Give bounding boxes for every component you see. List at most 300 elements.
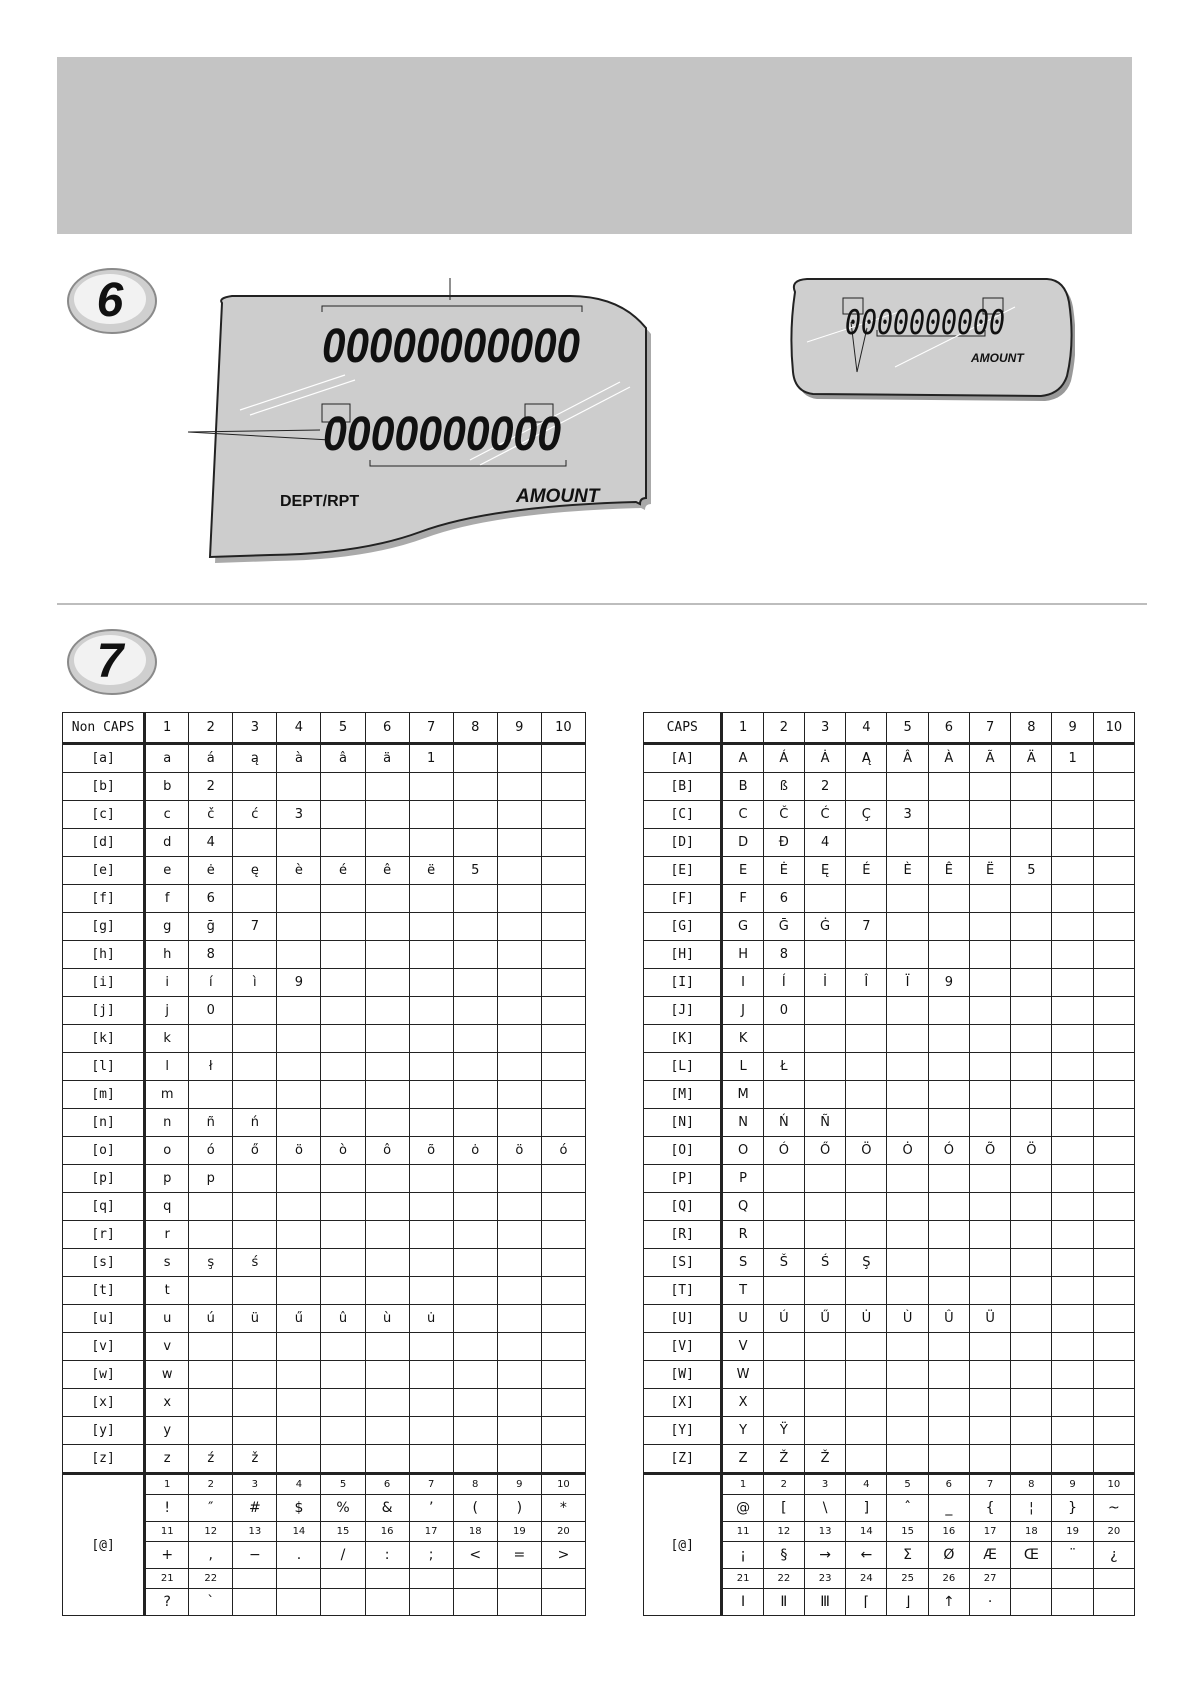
symbol-cell: ⌋ [887, 1589, 928, 1616]
column-header: 10 [541, 713, 585, 744]
symbol-index-cell: 14 [277, 1522, 321, 1542]
character-cell [541, 941, 585, 969]
column-header: 8 [1011, 713, 1052, 744]
character-cell: ö [497, 1137, 541, 1165]
character-cell [846, 885, 887, 913]
row-key-label: [I] [644, 969, 722, 997]
character-cell [541, 1221, 585, 1249]
character-cell [365, 1109, 409, 1137]
row-key-label: [R] [644, 1221, 722, 1249]
character-cell [189, 1081, 233, 1109]
character-cell [887, 1361, 928, 1389]
character-cell: Ł [763, 1053, 804, 1081]
character-cell [846, 1389, 887, 1417]
character-cell [1052, 1221, 1093, 1249]
header-banner [57, 57, 1132, 234]
character-cell [277, 1165, 321, 1193]
character-cell: Z [722, 1445, 763, 1474]
character-cell [189, 1221, 233, 1249]
table-row [644, 1445, 1135, 1474]
character-cell [277, 913, 321, 941]
step-6-number: 6 [96, 274, 124, 327]
character-cell: 0 [763, 997, 804, 1025]
character-cell [969, 1417, 1010, 1445]
row-key-label: [o] [63, 1137, 145, 1165]
symbol-index-cell: 12 [763, 1522, 804, 1542]
character-cell: Ë [969, 857, 1010, 885]
character-cell: ž [233, 1445, 277, 1474]
character-cell [928, 1445, 969, 1474]
character-cell: c [145, 801, 189, 829]
row-key-label: [G] [644, 913, 722, 941]
row-key-label: [V] [644, 1333, 722, 1361]
character-cell [321, 1445, 365, 1474]
character-cell [969, 1333, 1010, 1361]
row-key-label: [X] [644, 1389, 722, 1417]
character-cell [1093, 1025, 1134, 1053]
character-cell: ü [233, 1305, 277, 1333]
symbol-cell: * [541, 1495, 585, 1522]
character-cell [1011, 1221, 1052, 1249]
step-7-badge [66, 627, 158, 697]
character-cell [497, 941, 541, 969]
table-corner-label: Non CAPS [63, 713, 145, 744]
row-key-label: [e] [63, 857, 145, 885]
character-cell [846, 829, 887, 857]
character-cell [1093, 1221, 1134, 1249]
character-cell: ş [189, 1249, 233, 1277]
character-cell [497, 1025, 541, 1053]
table-row [63, 1221, 586, 1249]
character-cell [189, 1361, 233, 1389]
row-key-label: [b] [63, 773, 145, 801]
character-cell: 0 [189, 997, 233, 1025]
small-digit-row: 0000000000 [845, 303, 1005, 343]
row-key-label: [y] [63, 1417, 145, 1445]
symbol-index-cell [277, 1569, 321, 1589]
character-cell [453, 941, 497, 969]
row-key-label: [W] [644, 1361, 722, 1389]
character-cell [277, 1053, 321, 1081]
symbol-index-cell: 5 [887, 1474, 928, 1495]
symbol-index-cell: 6 [928, 1474, 969, 1495]
symbol-index-cell: 18 [453, 1522, 497, 1542]
character-cell [1093, 1333, 1134, 1361]
character-cell [1052, 801, 1093, 829]
large-display-diagram [170, 270, 660, 575]
character-cell [541, 997, 585, 1025]
character-cell [321, 1193, 365, 1221]
column-header: 4 [277, 713, 321, 744]
character-cell: 6 [189, 885, 233, 913]
table-row [63, 1053, 586, 1081]
table-row [644, 969, 1135, 997]
row-key-label: [l] [63, 1053, 145, 1081]
character-cell: í [189, 969, 233, 997]
row-key-label: [d] [63, 829, 145, 857]
character-cell: ß [763, 773, 804, 801]
character-cell [1052, 1165, 1093, 1193]
character-cell [497, 1417, 541, 1445]
character-cell [277, 773, 321, 801]
character-cell [277, 1109, 321, 1137]
character-cell: ȯ [453, 1137, 497, 1165]
character-cell [365, 801, 409, 829]
character-cell [1052, 997, 1093, 1025]
section-divider [57, 603, 1147, 605]
character-cell [1093, 1165, 1134, 1193]
character-cell [277, 1081, 321, 1109]
character-cell: Ù [887, 1305, 928, 1333]
character-cell [453, 744, 497, 773]
character-cell: ű [277, 1305, 321, 1333]
character-cell: È [887, 857, 928, 885]
symbol-cell [1093, 1589, 1134, 1616]
row-key-label: [Y] [644, 1417, 722, 1445]
character-cell [887, 1193, 928, 1221]
character-cell [453, 1081, 497, 1109]
table-row [63, 1025, 586, 1053]
character-cell [497, 1277, 541, 1305]
table-row [644, 801, 1135, 829]
character-cell [541, 1333, 585, 1361]
symbol-cell: ` [189, 1589, 233, 1616]
character-cell [1011, 1277, 1052, 1305]
character-cell: V [722, 1333, 763, 1361]
character-cell [1093, 744, 1134, 773]
character-cell [321, 1361, 365, 1389]
character-cell: 4 [804, 829, 845, 857]
character-cell: Ÿ [763, 1417, 804, 1445]
character-cell: F [722, 885, 763, 913]
symbol-cell: ! [145, 1495, 189, 1522]
character-cell: U [722, 1305, 763, 1333]
small-amount-label: AMOUNT [971, 351, 1024, 365]
character-cell [1052, 1333, 1093, 1361]
caps-character-table [643, 712, 1135, 1616]
character-cell [969, 1193, 1010, 1221]
character-cell: à [277, 744, 321, 773]
character-cell [497, 997, 541, 1025]
character-cell [1052, 1361, 1093, 1389]
character-cell: Ȯ [887, 1137, 928, 1165]
character-cell [233, 1025, 277, 1053]
character-cell [1052, 969, 1093, 997]
table-corner-label: CAPS [644, 713, 722, 744]
symbol-index-cell: 27 [969, 1569, 1010, 1589]
character-cell: û [321, 1305, 365, 1333]
character-cell [1093, 1193, 1134, 1221]
table-row [63, 969, 586, 997]
character-cell: p [145, 1165, 189, 1193]
character-cell: d [145, 829, 189, 857]
character-cell [928, 997, 969, 1025]
character-cell [277, 997, 321, 1025]
symbol-cell: Ⅲ [804, 1589, 845, 1616]
character-cell [846, 1361, 887, 1389]
row-key-label: [S] [644, 1249, 722, 1277]
character-cell [365, 1221, 409, 1249]
character-cell [365, 1361, 409, 1389]
character-cell: 3 [887, 801, 928, 829]
character-cell [497, 744, 541, 773]
character-cell [365, 885, 409, 913]
character-cell [804, 1277, 845, 1305]
row-key-label: [U] [644, 1305, 722, 1333]
character-cell [928, 885, 969, 913]
table-row [63, 1249, 586, 1277]
row-key-label: [P] [644, 1165, 722, 1193]
symbol-cell: % [321, 1495, 365, 1522]
character-cell [497, 1221, 541, 1249]
row-key-label: [f] [63, 885, 145, 913]
character-cell: ì [233, 969, 277, 997]
row-key-label: [g] [63, 913, 145, 941]
character-cell [453, 1305, 497, 1333]
table-row [644, 1193, 1135, 1221]
table-row [644, 1025, 1135, 1053]
noncaps-character-table [62, 712, 586, 1616]
character-cell [928, 829, 969, 857]
character-cell [321, 1389, 365, 1417]
character-cell: ò [321, 1137, 365, 1165]
character-cell [541, 801, 585, 829]
character-cell [497, 1333, 541, 1361]
character-cell: Ž [763, 1445, 804, 1474]
table-row [644, 941, 1135, 969]
character-cell [1052, 941, 1093, 969]
character-cell [453, 1193, 497, 1221]
character-cell [846, 1165, 887, 1193]
character-cell: Ê [928, 857, 969, 885]
character-cell [497, 1305, 541, 1333]
character-cell [277, 1249, 321, 1277]
character-cell: N [722, 1109, 763, 1137]
table-row [644, 1277, 1135, 1305]
character-cell [453, 1053, 497, 1081]
character-cell [409, 1417, 453, 1445]
character-cell [233, 1389, 277, 1417]
symbol-index-cell: 6 [365, 1474, 409, 1495]
character-cell: İ [804, 969, 845, 997]
character-cell [453, 1445, 497, 1474]
symbol-index-cell: 17 [409, 1522, 453, 1542]
character-cell [541, 969, 585, 997]
table-row [63, 1165, 586, 1193]
character-cell [887, 1165, 928, 1193]
character-cell [763, 1193, 804, 1221]
column-header: 9 [497, 713, 541, 744]
character-cell: Ḡ [763, 913, 804, 941]
character-cell: v [145, 1333, 189, 1361]
character-cell [969, 1221, 1010, 1249]
character-cell: l [145, 1053, 189, 1081]
character-cell: Ć [804, 801, 845, 829]
character-cell: U̇ [846, 1305, 887, 1333]
character-cell: I [722, 969, 763, 997]
character-cell [969, 969, 1010, 997]
character-cell: s [145, 1249, 189, 1277]
character-cell: 2 [189, 773, 233, 801]
character-cell: Î [846, 969, 887, 997]
character-cell: 7 [233, 913, 277, 941]
character-cell [409, 1221, 453, 1249]
character-cell [409, 1333, 453, 1361]
symbol-index-cell: 17 [969, 1522, 1010, 1542]
character-cell [409, 1165, 453, 1193]
column-header: 1 [722, 713, 763, 744]
character-cell [497, 1193, 541, 1221]
character-cell: Í [763, 969, 804, 997]
character-cell [277, 1193, 321, 1221]
character-cell [541, 1417, 585, 1445]
small-display-diagram [785, 272, 1075, 414]
symbol-cell: < [453, 1542, 497, 1569]
character-cell [969, 997, 1010, 1025]
row-key-label: [r] [63, 1221, 145, 1249]
character-cell [1052, 885, 1093, 913]
character-cell [277, 1361, 321, 1389]
row-key-label: [z] [63, 1445, 145, 1474]
row-key-label: [s] [63, 1249, 145, 1277]
character-cell: á [189, 744, 233, 773]
character-cell [541, 1249, 585, 1277]
character-cell [233, 1221, 277, 1249]
character-cell [541, 1305, 585, 1333]
symbol-cell: > [541, 1542, 585, 1569]
character-cell [969, 1025, 1010, 1053]
character-cell [453, 1221, 497, 1249]
character-cell [365, 1277, 409, 1305]
column-header: 2 [189, 713, 233, 744]
character-cell: č [189, 801, 233, 829]
character-cell: E [722, 857, 763, 885]
symbol-key-label: [@] [644, 1474, 722, 1616]
character-cell [1011, 1249, 1052, 1277]
character-cell [453, 1277, 497, 1305]
character-cell [804, 1053, 845, 1081]
character-cell [1011, 773, 1052, 801]
symbol-index-cell: 1 [722, 1474, 763, 1495]
row-key-label: [C] [644, 801, 722, 829]
column-header: 5 [887, 713, 928, 744]
character-cell: f [145, 885, 189, 913]
character-cell: Ü [969, 1305, 1010, 1333]
character-cell [1011, 1333, 1052, 1361]
character-cell [846, 1277, 887, 1305]
character-cell [541, 1081, 585, 1109]
character-cell [1052, 1081, 1093, 1109]
character-cell [1011, 1417, 1052, 1445]
character-cell [277, 1333, 321, 1361]
character-cell [453, 1109, 497, 1137]
table-row [644, 773, 1135, 801]
character-cell: ą [233, 744, 277, 773]
character-cell [928, 1053, 969, 1081]
character-cell [1093, 969, 1134, 997]
character-cell: x [145, 1389, 189, 1417]
character-cell [969, 1361, 1010, 1389]
character-cell: 9 [277, 969, 321, 997]
character-cell [846, 1193, 887, 1221]
character-cell: ő [233, 1137, 277, 1165]
character-cell [365, 997, 409, 1025]
character-cell [409, 1277, 453, 1305]
column-header: 5 [321, 713, 365, 744]
amount-label: AMOUNT [516, 486, 600, 507]
symbol-cell: & [365, 1495, 409, 1522]
character-cell: i [145, 969, 189, 997]
character-cell [969, 1109, 1010, 1137]
character-cell [969, 1445, 1010, 1474]
character-cell: 5 [453, 857, 497, 885]
symbol-cell [1052, 1589, 1093, 1616]
character-cell [453, 969, 497, 997]
character-cell [541, 1277, 585, 1305]
character-cell: X [722, 1389, 763, 1417]
row-key-label: [O] [644, 1137, 722, 1165]
character-cell: ë [409, 857, 453, 885]
character-cell: Ȧ [804, 744, 845, 773]
symbol-cell: Æ [969, 1542, 1010, 1569]
symbol-cell: @ [722, 1495, 763, 1522]
symbol-index-cell: 4 [846, 1474, 887, 1495]
character-cell [233, 1081, 277, 1109]
character-cell [189, 1389, 233, 1417]
character-cell: Ç [846, 801, 887, 829]
symbol-index-cell: 8 [1011, 1474, 1052, 1495]
character-cell [1093, 913, 1134, 941]
table-row [63, 1137, 586, 1165]
character-cell [1093, 1445, 1134, 1474]
character-cell: u̇ [409, 1305, 453, 1333]
character-cell: h [145, 941, 189, 969]
character-cell [277, 1389, 321, 1417]
character-cell [365, 941, 409, 969]
row-key-label: [L] [644, 1053, 722, 1081]
table-row [644, 1081, 1135, 1109]
symbol-cell: ( [453, 1495, 497, 1522]
character-cell [804, 1361, 845, 1389]
table-row [63, 1109, 586, 1137]
character-cell [321, 1249, 365, 1277]
character-cell [409, 1053, 453, 1081]
character-cell [541, 1165, 585, 1193]
character-cell: Đ [763, 829, 804, 857]
symbol-index-cell: 2 [189, 1474, 233, 1495]
column-header: 6 [928, 713, 969, 744]
symbol-index-cell: 18 [1011, 1522, 1052, 1542]
character-cell [846, 1109, 887, 1137]
character-cell: ó [189, 1137, 233, 1165]
character-cell [1052, 829, 1093, 857]
character-cell: Ń [763, 1109, 804, 1137]
character-cell [1093, 1249, 1134, 1277]
character-cell [846, 941, 887, 969]
character-cell [365, 913, 409, 941]
character-cell [928, 1193, 969, 1221]
character-cell [233, 1277, 277, 1305]
character-cell [541, 773, 585, 801]
character-cell [365, 1053, 409, 1081]
row-key-label: [t] [63, 1277, 145, 1305]
character-cell: L [722, 1053, 763, 1081]
symbol-index-cell [409, 1569, 453, 1589]
character-cell: k [145, 1025, 189, 1053]
character-cell [233, 773, 277, 801]
symbol-cell: ¦ [1011, 1495, 1052, 1522]
column-header: 2 [763, 713, 804, 744]
